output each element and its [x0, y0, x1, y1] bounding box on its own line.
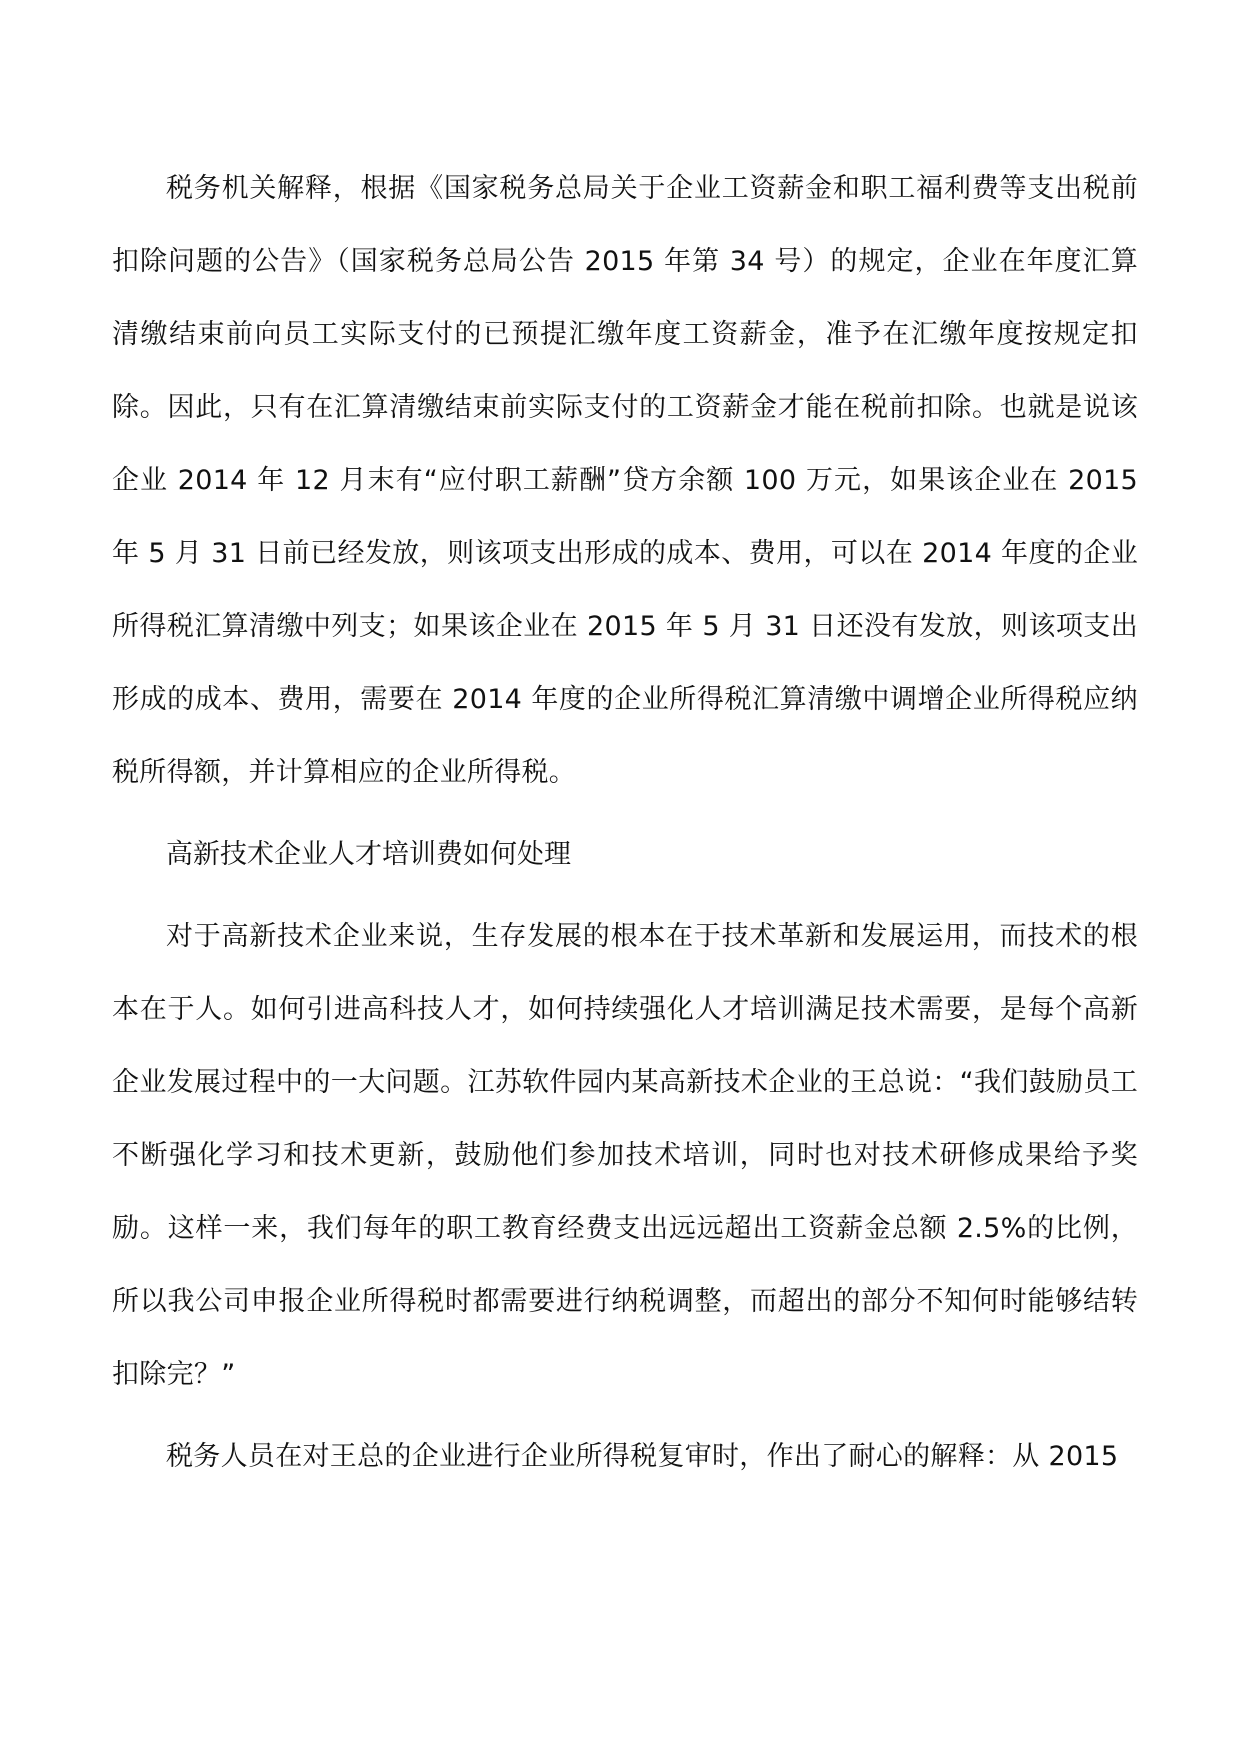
- section-heading-training-fees: 高新技术企业人才培训费如何处理: [166, 839, 571, 870]
- paragraph-tax-officer-explanation: 税务人员在对王总的企业进行企业所得税复审时，作出了耐心的解释：从 2015: [166, 1441, 1119, 1472]
- document-body: [112, 152, 1138, 1502]
- paragraph-tax-interpretation: 税务机关解释，根据《国家税务总局关于企业工资薪金和职工福利费等支出税前扣除问题的公告》（国家税务总局公告 2015 年第 34 号）的规定，企业在年度汇算清缴结束前向员工实际支付的已预提汇缴年度工资薪金，准予在汇缴年度按规定扣除。因此，只有在汇算清缴结束前实际支付的工资薪金才能在税前扣除。也就是说该企业 2014 年 12 月末有“应付职工薪酬”贷方余额 100 万元，如果该企业在 2015 年 5 月 31 日前已经发放，则该项支出形成的成本、费用，可以在 2014 年度的企业所得税汇算清缴中列支；如果该企业在 2015 年 5 月 31 日还没有发放，则该项支出形成的成本、费用，需要在 2014 年度的企业所得税汇算清缴中调增企业所得税应纳税所得额，并计算相应的企业所得税。: [112, 173, 1138, 788]
- paragraph-high-tech-training: 对于高新技术企业来说，生存发展的根本在于技术革新和发展运用，而技术的根本在于人。如何引进高科技人才，如何持续强化人才培训满足技术需要，是每个高新企业发展过程中的一大问题。江苏软件园内某高新技术企业的王总说：“我们鼓励员工不断强化学习和技术更新，鼓励他们参加技术培训，同时也对技术研修成果给予奖励。这样一来，我们每年的职工教育经费支出远远超出工资薪金总额 2.5%的比例，所以我公司申报企业所得税时都需要进行纳税调整，而超出的部分不知何时能够结转扣除完？”: [112, 921, 1138, 1390]
